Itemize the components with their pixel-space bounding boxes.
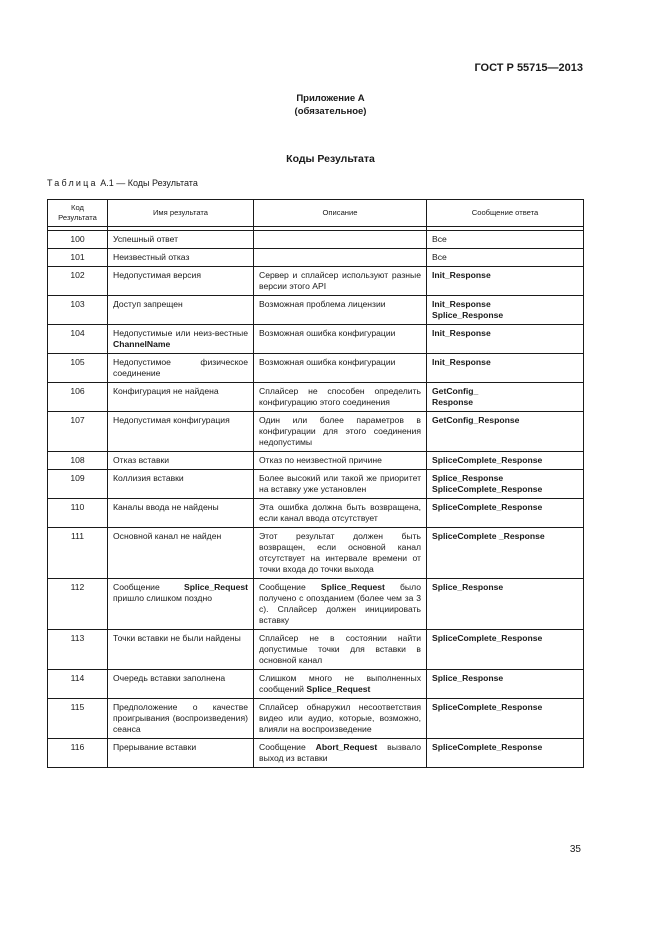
result-name-cell: Успешный ответ: [108, 231, 254, 249]
table-row: [48, 231, 584, 249]
result-code-cell: 107: [48, 412, 108, 452]
table-row: [48, 579, 584, 630]
result-description-cell: [254, 231, 427, 249]
annex-heading: [0, 92, 661, 118]
result-description-cell: Сплайсер не в состоянии найти допустимые точки для вставки в основной канал: [254, 630, 427, 670]
result-name-cell: Сообщение Splice_Request пришло слишком поздно: [108, 579, 254, 630]
result-name-cell: Недопустимая версия: [108, 267, 254, 296]
result-code-cell: 105: [48, 354, 108, 383]
table-row: [48, 249, 584, 267]
header-name: Имя результата: [108, 200, 254, 227]
table-caption-rest: А.1 — Коды Результата: [97, 178, 198, 188]
table-row: [48, 325, 584, 354]
result-code-cell: 106: [48, 383, 108, 412]
response-message-cell: Splice_Response: [427, 579, 584, 630]
header-description: Описание: [254, 200, 427, 227]
response-message-cell: GetConfig_ Response: [427, 383, 584, 412]
result-name-cell: Неизвестный отказ: [108, 249, 254, 267]
result-name-cell: Очередь вставки заполнена: [108, 670, 254, 699]
table-caption: [47, 178, 198, 188]
table-row: [48, 296, 584, 325]
result-name-cell: Точки вставки не были найдены: [108, 630, 254, 670]
response-message-cell: Init_Response Splice_Response: [427, 296, 584, 325]
table-header-row: [48, 200, 584, 227]
section-title: Коды Результата: [286, 153, 375, 165]
response-message-cell: SpliceComplete_Response: [427, 452, 584, 470]
result-description-cell: Отказ по неизвестной причине: [254, 452, 427, 470]
result-name-cell: Основной канал не найден: [108, 528, 254, 579]
result-code-cell: 111: [48, 528, 108, 579]
result-description-cell: Один или более параметров в конфигурации для этого соединения недопустимы: [254, 412, 427, 452]
response-message-cell: SpliceComplete _Response: [427, 528, 584, 579]
response-message-cell: SpliceComplete_Response: [427, 499, 584, 528]
page-number: 35: [569, 844, 581, 855]
table-row: [48, 739, 584, 768]
response-message-cell: Splice_Response: [427, 670, 584, 699]
result-code-cell: 109: [48, 470, 108, 499]
document-code: ГОСТ Р 55715—2013: [474, 62, 583, 74]
table-row: [48, 452, 584, 470]
result-description-cell: Слишком много не выполненных сообщений Splice_Request: [254, 670, 427, 699]
response-message-cell: Все: [427, 249, 584, 267]
result-name-cell: Недопустимое физическое соединение: [108, 354, 254, 383]
table-row: [48, 630, 584, 670]
result-description-cell: Возможная проблема лицензии: [254, 296, 427, 325]
result-code-cell: 103: [48, 296, 108, 325]
table-body: [48, 227, 584, 768]
response-message-cell: SpliceComplete_Response: [427, 699, 584, 739]
table-row: [48, 528, 584, 579]
result-code-cell: 102: [48, 267, 108, 296]
annex-title: Приложение А: [296, 93, 365, 104]
result-description-cell: Сообщение Abort_Request вызвало выход из вставки: [254, 739, 427, 768]
result-code-cell: 100: [48, 231, 108, 249]
response-message-cell: GetConfig_Response: [427, 412, 584, 452]
result-description-cell: Возможная ошибка конфигурации: [254, 354, 427, 383]
response-message-cell: Init_Response: [427, 354, 584, 383]
table-row: [48, 470, 584, 499]
table-row: [48, 383, 584, 412]
result-description-cell: Сплайсер обнаружил несоответствия видео или аудио, которые, возможно, влияли на воспроизведение: [254, 699, 427, 739]
result-name-cell: Отказ вставки: [108, 452, 254, 470]
result-code-cell: 110: [48, 499, 108, 528]
table-row: [48, 499, 584, 528]
response-message-cell: Все: [427, 231, 584, 249]
result-code-cell: 101: [48, 249, 108, 267]
result-name-cell: Каналы ввода не найдены: [108, 499, 254, 528]
result-description-cell: Этот результат должен быть возвращен, если основной канал отсутствует на интервале времени от точки входа до точки выхода: [254, 528, 427, 579]
annex-note: (обязательное): [294, 106, 367, 117]
response-message-cell: Splice_Response SpliceComplete_Response: [427, 470, 584, 499]
response-message-cell: SpliceComplete_Response: [427, 630, 584, 670]
result-description-cell: Возможная ошибка конфигурации: [254, 325, 427, 354]
result-name-cell: Недопустимые или неиз-вестные ChannelName: [108, 325, 254, 354]
table-row: [48, 670, 584, 699]
result-code-cell: 112: [48, 579, 108, 630]
result-name-cell: Предположение о качестве проигрывания (воспроизведения) сеанса: [108, 699, 254, 739]
result-description-cell: Эта ошибка должна быть возвращена, если канал ввода отсутствует: [254, 499, 427, 528]
table-row: [48, 354, 584, 383]
result-code-cell: 108: [48, 452, 108, 470]
header-code: Код Результата: [48, 200, 108, 227]
result-name-cell: Недопустимая конфигурация: [108, 412, 254, 452]
result-name-cell: Конфигурация не найдена: [108, 383, 254, 412]
result-code-cell: 114: [48, 670, 108, 699]
result-code-cell: 104: [48, 325, 108, 354]
result-description-cell: Сервер и сплайсер используют разные версии этого API: [254, 267, 427, 296]
result-codes-table: [47, 199, 584, 768]
response-message-cell: Init_Response: [427, 267, 584, 296]
response-message-cell: SpliceComplete_Response: [427, 739, 584, 768]
table-row: [48, 699, 584, 739]
result-code-cell: 116: [48, 739, 108, 768]
result-name-cell: Прерывание вставки: [108, 739, 254, 768]
result-code-cell: 115: [48, 699, 108, 739]
result-description-cell: [254, 249, 427, 267]
table-row: [48, 412, 584, 452]
response-message-cell: Init_Response: [427, 325, 584, 354]
header-response: Сообщение ответа: [427, 200, 584, 227]
result-description-cell: Более высокий или такой же приоритет на вставку уже установлен: [254, 470, 427, 499]
result-description-cell: Сплайсер не способен определить конфигурацию этого соединения: [254, 383, 427, 412]
table-caption-prefix: Таблица: [47, 178, 98, 188]
result-description-cell: Сообщение Splice_Request было получено с опозданием (более чем за 3 с). Сплайсер должен инициировать вставку: [254, 579, 427, 630]
table-row: [48, 267, 584, 296]
result-name-cell: Доступ запрещен: [108, 296, 254, 325]
result-code-cell: 113: [48, 630, 108, 670]
result-name-cell: Коллизия вставки: [108, 470, 254, 499]
